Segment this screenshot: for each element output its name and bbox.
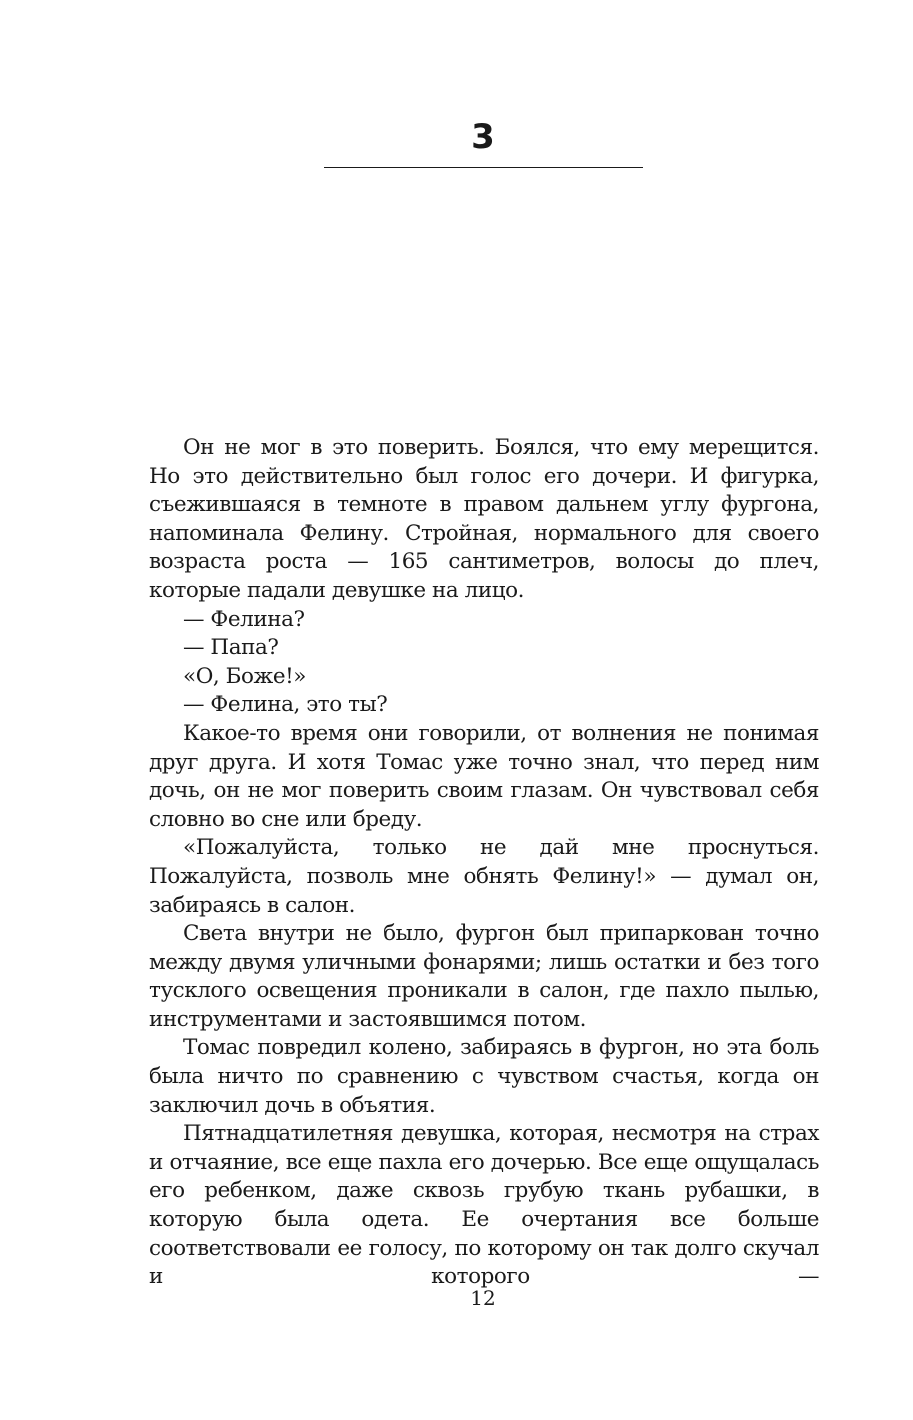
paragraph: — Фелина? bbox=[183, 606, 305, 632]
body-text bbox=[149, 434, 819, 1292]
paragraph: Какое-то время они говорили, от волнения не понимая друг друга. И хотя Томас уже точно знал, что перед ним дочь, он не мог поверить своим глазам. Он чувствовал себя словно во сне или бреду. bbox=[149, 720, 819, 832]
paragraph: Света внутри не было, фургон был припаркован точно между двумя уличными фонарями; лишь остатки и без того тусклого освещения проникали в салон, где пахло пылью, инструментами и застоявшимся потом. bbox=[149, 921, 819, 1032]
paragraph: Пятнадцатилетняя девушка, которая, несмотря на страх и отчаяние, все еще пахла его дочерью. Все еще ощущалась его ребенком, даже сквозь грубую ткань рубашки, в которую была одета. Ее очертания все больше соответствовали ее голосу, по которому он так долго скучал и которого — bbox=[149, 1121, 819, 1290]
paragraph: Он не мог в это поверить. Боялся, что ему мерещится. Но это действительно был голос его дочери. И фигурка, съежившаяся в темноте в правом дальнем углу фургона, напоминала Фелину. Стройная, нормального для своего возраста роста — 165 сантиметров, волосы до плеч, которые падали девушке на лицо. bbox=[149, 435, 819, 603]
chapter-divider bbox=[324, 167, 643, 168]
paragraph: — Папа? bbox=[183, 635, 279, 661]
page-number: 12 bbox=[470, 1286, 496, 1310]
paragraph: «О, Боже!» bbox=[183, 663, 306, 689]
paragraph: «Пожалуйста, только не дай мне проснуться. Пожалуйста, позволь мне обнять Фелину!» — думал он, забираясь в салон. bbox=[149, 835, 819, 918]
paragraph: — Фелина, это ты? bbox=[183, 692, 388, 718]
chapter-number: 3 bbox=[471, 117, 495, 157]
paragraph: Томас повредил колено, забираясь в фургон, но эта боль была ничто по сравнению с чувством счастья, когда он заключил дочь в объятия. bbox=[149, 1035, 819, 1118]
